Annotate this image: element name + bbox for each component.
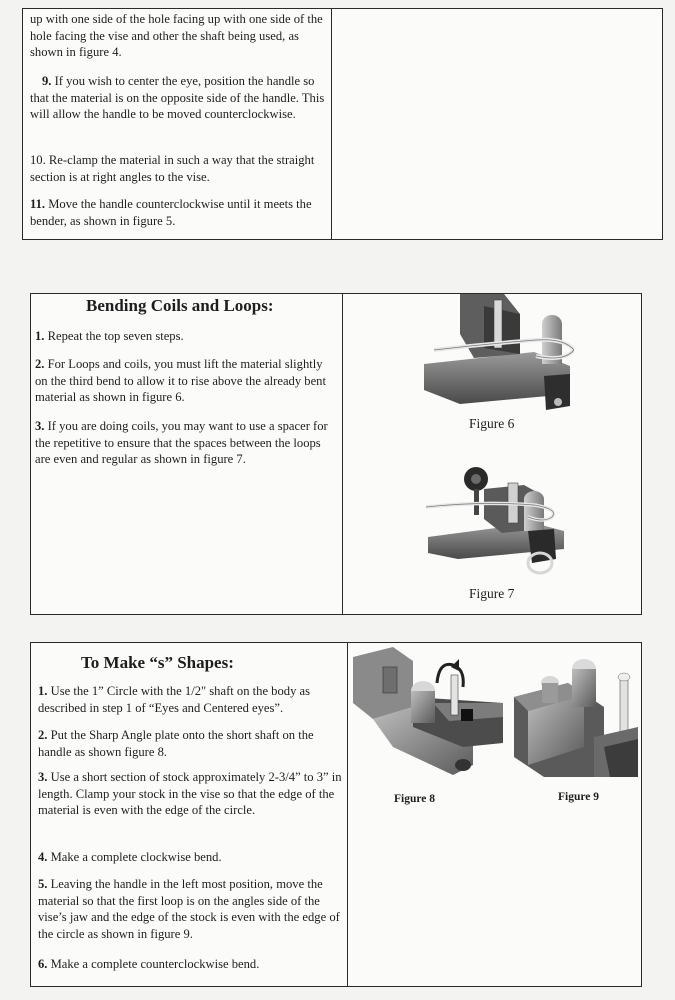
step-number: 1.: [35, 329, 45, 343]
paragraph-continued: up with one side of the hole facing up with one side of the hole facing the vise and other the shaft being used, as shown in figure 4.: [30, 12, 323, 59]
figure-8-caption: Figure 8: [394, 793, 435, 805]
step-number: 3.: [35, 419, 45, 433]
column-divider: [331, 9, 332, 239]
paragraph-step-5: 5. Leaving the handle in the left most position, move the material so that the first loop is on the angles side of the vise’s jaw and the edge of the stock is even with the edge of the circle as shown in figure 9.: [38, 877, 340, 941]
step-number: 5.: [38, 877, 48, 891]
paragraph-step-1: 1. Repeat the top seven steps.: [35, 329, 184, 343]
instruction-box-3: [30, 642, 642, 987]
step-number: 1.: [38, 684, 48, 698]
paragraph-step-3: 3. Use a short section of stock approximately 2-3/4” to 3” in length. Clamp your stock in the vise so that the edge of the material is even with the edge of the circle.: [38, 770, 342, 817]
column-divider: [347, 643, 348, 986]
step-number: 2.: [35, 357, 45, 371]
figure-7-bender-image: [424, 459, 574, 579]
step-number: 2.: [38, 728, 48, 742]
paragraph-step-1: 1. Use the 1” Circle with the 1/2" shaft on the body as described in step 1 of “Eyes and Centered eyes”.: [38, 684, 311, 715]
paragraph-step-4: 4. Make a complete clockwise bend.: [38, 850, 222, 864]
column-divider: [342, 294, 343, 614]
step-number: 11.: [30, 197, 46, 211]
figure-8-bender-image: [353, 647, 513, 779]
step-number: 9.: [42, 74, 52, 88]
paragraph-step-2: 2. For Loops and coils, you must lift the material slightly on the third bend to allow it to rise above the already bent material as shown in figure 6.: [35, 357, 326, 404]
instruction-box-1: [22, 8, 663, 240]
figure-6-caption: Figure 6: [469, 416, 515, 431]
paragraph-step-3: 3. If you are doing coils, you may want to use a spacer for the repetitive to ensure that the spaces between the loops are even and regular as shown in figure 7.: [35, 419, 328, 466]
paragraph-step-2: 2. Put the Sharp Angle plate onto the short shaft on the handle as shown figure 8.: [38, 728, 314, 759]
step-number: 6.: [38, 957, 48, 971]
figure-6-bender-image: [424, 294, 574, 416]
step-number: 3.: [38, 770, 48, 784]
figure-7-caption: Figure 7: [469, 586, 515, 601]
section-title: To Make “s” Shapes:: [81, 653, 234, 672]
section-title: Bending Coils and Loops:: [86, 296, 274, 315]
paragraph-step-9: 9. If you wish to center the eye, position the handle so that the material is on the opposite side of the handle. This will allow the handle to be moved counterclockwise.: [30, 74, 325, 121]
paragraph-step-11: 11. Move the handle counterclockwise until it meets the bender, as shown in figure 5.: [30, 197, 312, 228]
paragraph-step-6: 6. Make a complete counterclockwise bend.: [38, 957, 260, 971]
figure-9-bender-image: [514, 647, 638, 777]
figure-9-caption: Figure 9: [558, 791, 599, 803]
step-number: 10.: [30, 153, 46, 167]
step-number: 4.: [38, 850, 48, 864]
paragraph-step-10: 10. Re-clamp the material in such a way that the straight section is at right angles to the vise.: [30, 153, 315, 184]
instruction-box-2: [30, 293, 642, 615]
